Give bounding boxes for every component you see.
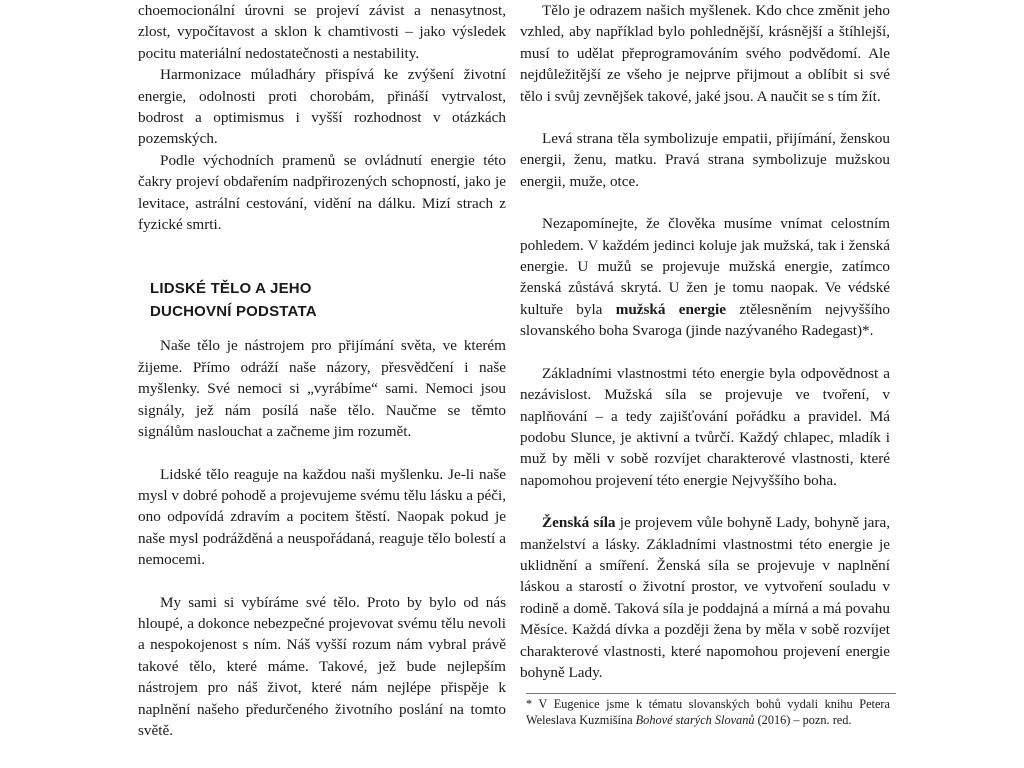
paragraph-harmonizace: Harmonizace múladháry přispívá ke zvýšení životní energie, odolnosti proti chorobám, přináší vytrvalost, bodrost a optimismus i vyšší rozhodnost v otázkách pozemských.	[138, 66, 506, 148]
paragraph-nase-telo: Naše tělo je nástrojem pro přijímání světa, ve kterém žijeme. Přímo odráží naše názory, přesvědčení i naše myšlenky. Své nemoci si „vyrábíme“ sami. Nemoci jsou signály, jež nám posílá naše tělo. Naučme se těmto signálům naslouchat a začneme jim rozumět.	[138, 337, 506, 441]
heading-line-2: DUCHOVNÍ PODSTATA	[150, 303, 317, 321]
bold-muzska-energie: mužská energie	[615, 300, 726, 318]
paragraph-continuation: choemocionální úrovni se projeví závist a nenasytnost, zlost, vypočítavost a sklon k chamtivosti – jako výsledek pocitu materiální nedostatečnosti a nestability.	[138, 2, 506, 62]
paragraph-my-sami: My sami si vybíráme své tělo. Proto by bylo od nás hloupé, a dokonce nebezpečné projevovat svému tělu nevoli a nespokojenost s ním. Náš vyšší rozum nám vybral právě takové tělo, které máme. Takové, jež bude nejlepším nástrojem pro náš život, které nám nejlépe přispěje k naplnění našeho předurčeného životního poslání na tomto světě.	[138, 593, 506, 739]
nezapominejte-text-b: ztělesněním nejvyššího slovanského boha Svaroga (jinde nazývaného Radegast)*.	[520, 300, 890, 340]
footnote-text-b: (2016) – pozn. red.	[754, 712, 852, 727]
bold-zenska-sila: Ženská síla	[542, 514, 616, 532]
paragraph-zakladni-vlastnosti: Základními vlastnostmi této energie byla odpovědnost a nezávislost. Mužská síla se projevuje ve tvoření, v naplňování – a tedy zajišťování pořádku a pravidel. Má podobu Slunce, je aktivní a tvůrčí. Každý chlapec, mladík i muž by měli v sobě rozvíjet charakterové vlastnosti, které napomohou projevení této energie Nejvyššího boha.	[520, 364, 890, 489]
paragraph-lidske-telo: Lidské tělo reaguje na každou naši myšlenku. Je-li naše mysl v dobré pohodě a projevujeme svému tělu lásku a péči, ono odpovídá zdravím a pocitem štěstí. Naopak pokud je naše mysl podrážděná a neuspořádaná, reaguje tělo bolestí a nemocemi.	[138, 465, 506, 569]
nezapominejte-text-a: Nezapomínejte, že člověka musíme vnímat celostním pohledem. V každém jedinci koluje jak mužská, tak i ženská energie. U mužů se projevuje mužská energie, zatímco ženská zůstává skrytá. U žen je tomu naopak. Ve védské kultuře byla	[520, 215, 890, 318]
right-column	[520, 0, 890, 728]
footnote-text-a: * V Eugenice jsme k tématu slovanských bohů vydali knihu Petera Weleslava Kuzmišína	[526, 697, 890, 727]
heading-line-1: LIDSKÉ TĚLO A JEHO	[150, 280, 312, 298]
paragraph-zenska-sila	[520, 512, 890, 683]
footnote-rule	[526, 693, 896, 694]
left-column	[138, 0, 506, 741]
footnote	[526, 697, 890, 728]
paragraph-vychodni-prameny: Podle východních pramenů se ovládnutí energie této čakry projeví obdařením nadpřirozených schopností, jako je levitace, astrální cestování, vidění na dálku. Mizí strach z fyzické smrti.	[138, 151, 506, 234]
paragraph-leva-strana: Levá strana těla symbolizuje empatii, přijímání, ženskou energii, ženu, matku. Pravá strana symbolizuje mužskou energii, muže, otce.	[520, 130, 890, 190]
paragraph-nezapominejte	[520, 213, 890, 341]
section-heading	[150, 277, 506, 323]
footnote-book-title: Bohové starých Slovanů	[635, 712, 755, 727]
zenska-sila-text: je projevem vůle bohyně Lady, bohyně jara, manželství a lásky. Základními vlastnostmi této energie je uklidnění a smíření. Ženská síla se projevuje v naplnění láskou a starostí o životní prostor, ve vytvoření souladu v rodině a domě. Taková síla je poddajná a mírná a má povahu Měsíce. Každá dívka a později žena by měla v sobě rozvíjet charakterové vlastnosti, které napomohou projevení energie bohyně Lady.	[520, 514, 891, 681]
paragraph-telo-odrazem: Tělo je odrazem našich myšlenek. Kdo chce změnit jeho vzhled, aby například bylo pohlednější, krásnější a štíhlejší, musí to udělat přeprogramováním svého podvědomí. Ale nejdůležitější ze všeho je nejprve přijmout a oblíbit si své tělo i svůj zevnějšek takové, jaké jsou. A naučit se s tím žít.	[520, 2, 890, 105]
